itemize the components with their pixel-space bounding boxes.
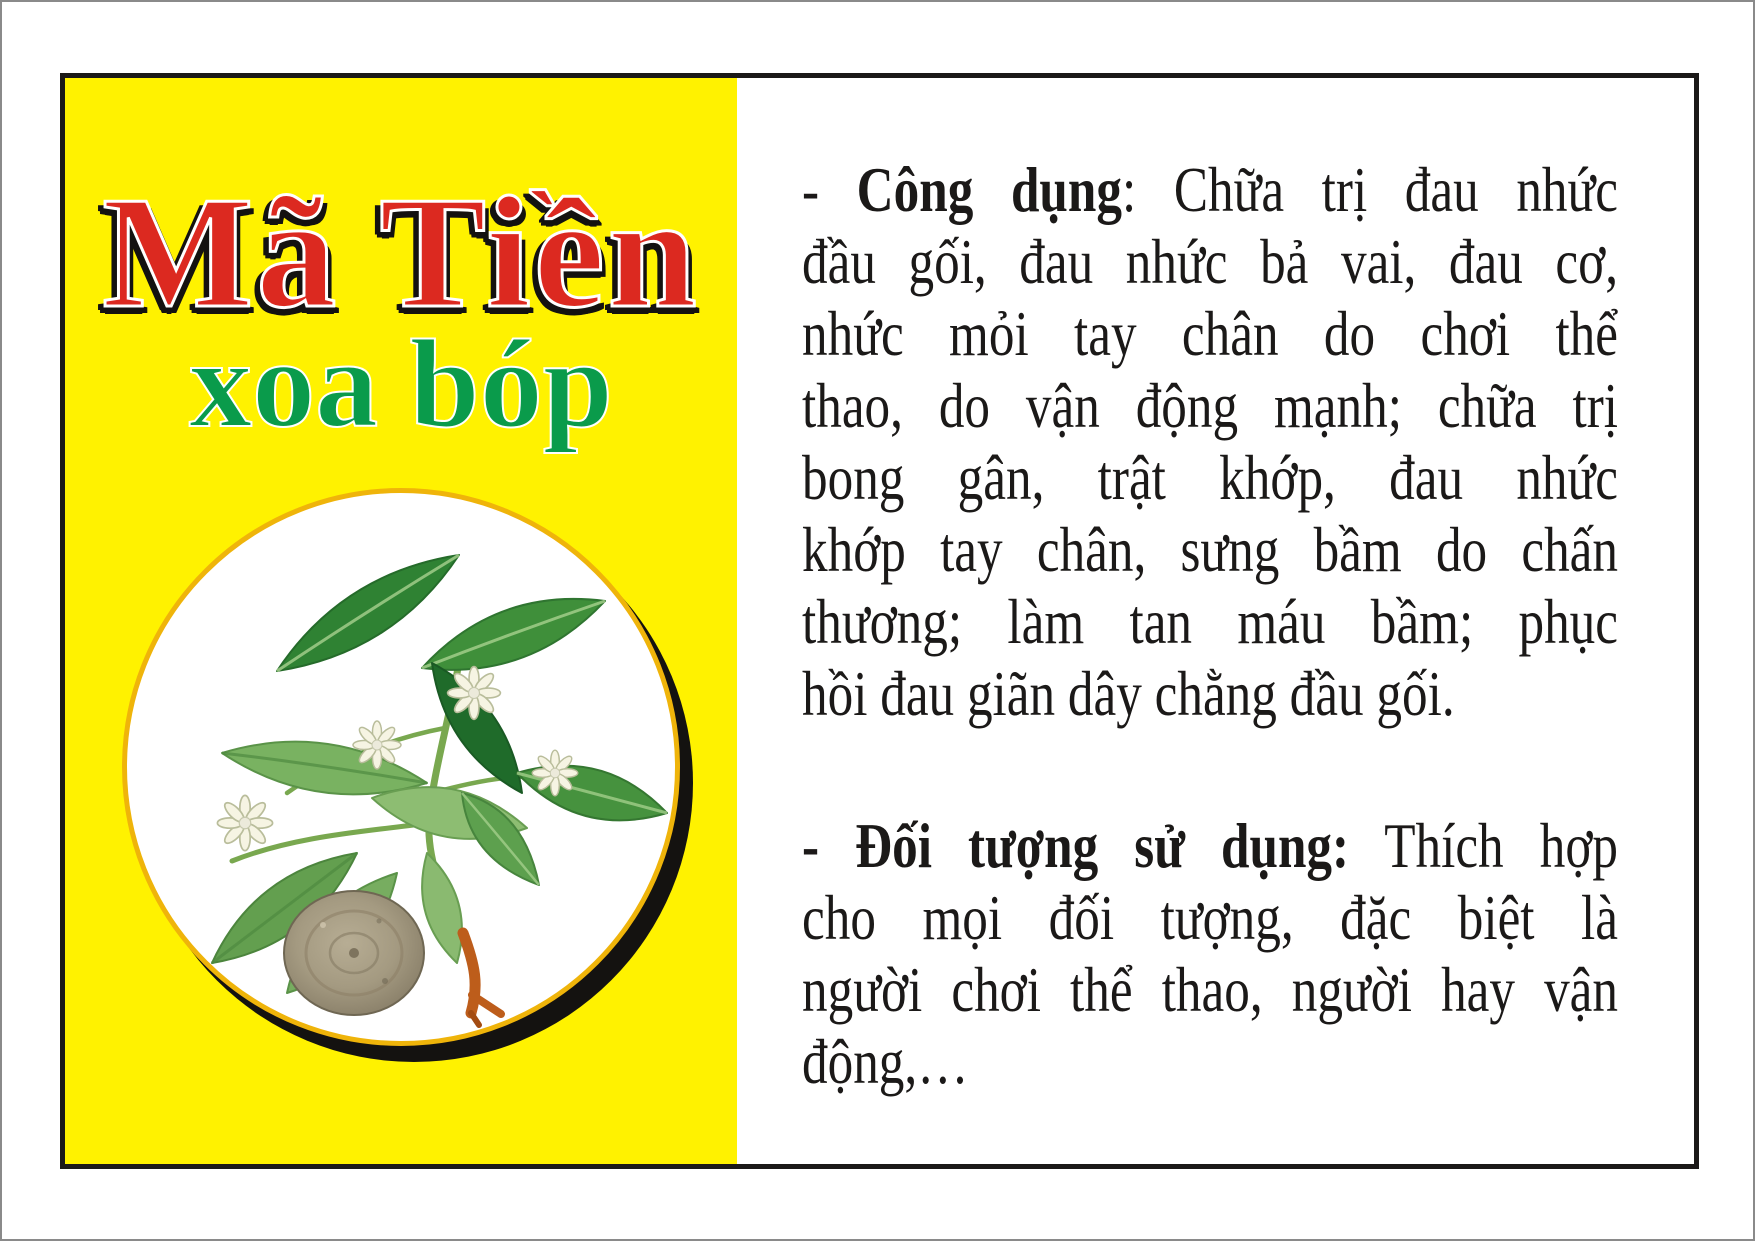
- text-segment: hồi đau giãn dây chằng đầu gối.: [802, 658, 1455, 729]
- text-segment: khớp tay chân, sưng bầm do chấn: [802, 514, 1618, 585]
- leaves: [212, 555, 667, 993]
- text-line: [802, 370, 1618, 442]
- text-line: [802, 810, 1618, 882]
- twig-icon: [463, 933, 501, 1025]
- text-segment: người chơi thể thao, người hay vận: [802, 954, 1618, 1025]
- medallion-face: [122, 488, 680, 1046]
- product-title: Mã Tiền: [102, 163, 700, 341]
- text-segment: đầu gối, đau nhức bả vai, đau cơ,: [802, 226, 1618, 297]
- usage-paragraph: [802, 154, 1618, 730]
- leaf: [422, 853, 462, 963]
- text-line: [802, 954, 1618, 1026]
- text-segment: thương; làm tan máu bầm; phục: [802, 586, 1618, 657]
- label-card: [60, 73, 1699, 1169]
- text-segment-bold: Công dụng: [856, 154, 1122, 225]
- text-line: [802, 154, 1618, 226]
- text-line: [802, 298, 1618, 370]
- usage-text: [802, 154, 1618, 1098]
- text-line: [802, 514, 1618, 586]
- product-subtitle: xoa bóp: [189, 315, 613, 454]
- text-line: [802, 658, 1618, 730]
- text-segment: -: [802, 154, 857, 225]
- text-line: [802, 442, 1618, 514]
- text-line: [802, 586, 1618, 658]
- text-segment: : Chữa trị đau nhức: [1121, 154, 1619, 225]
- text-segment: động,…: [802, 1026, 969, 1097]
- plant-illustration: [127, 493, 675, 1041]
- text-line: [802, 882, 1618, 954]
- usage-text-panel: [737, 78, 1694, 1164]
- text-segment: Thích hợp: [1349, 810, 1618, 881]
- usage-paragraph: [802, 810, 1618, 1098]
- seed-icon: [284, 891, 424, 1015]
- text-line: [802, 1026, 1618, 1098]
- text-segment: nhức mỏi tay chân do chơi thể: [802, 298, 1618, 369]
- text-line: [802, 226, 1618, 298]
- illustration-medallion: [122, 488, 680, 1046]
- text-segment: bong gân, trật khớp, đau nhức: [802, 442, 1618, 513]
- brand-panel: [65, 78, 737, 1164]
- text-segment-bold: - Đối tượng sử dụng:: [802, 810, 1350, 881]
- text-segment: cho mọi đối tượng, đặc biệt là: [802, 882, 1618, 953]
- text-segment: thao, do vận động mạnh; chữa trị: [802, 370, 1618, 441]
